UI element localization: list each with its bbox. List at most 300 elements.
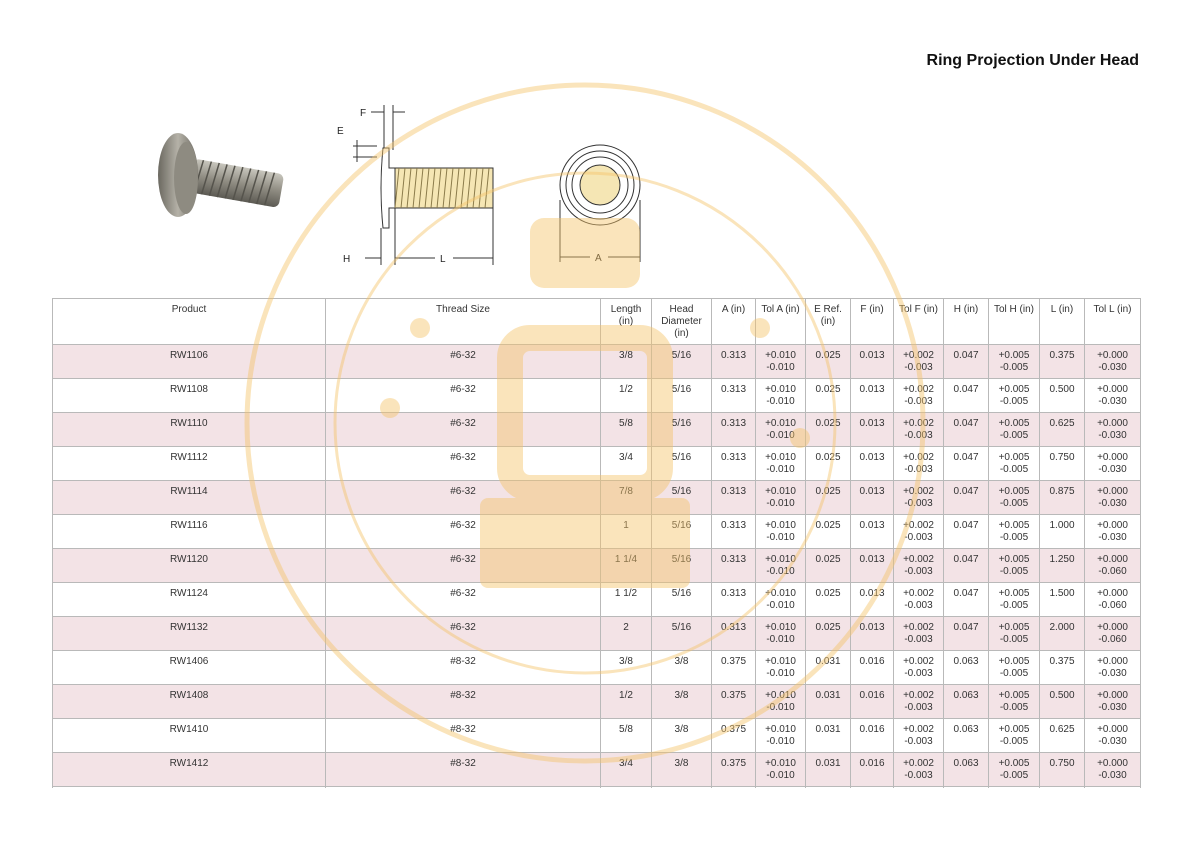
tolerance-cell [756,515,806,549]
table-cell: 0.025 [806,481,851,515]
tolerance-value: +0.000 [1097,588,1128,599]
column-header: E Ref. (in) [806,299,851,345]
tolerance-value: +0.002 [903,622,934,633]
tolerance-value: -0.030 [1098,362,1127,373]
column-header: Length (in) [601,299,652,345]
tolerance-cell [894,753,944,787]
column-header: Thread Size [326,299,601,345]
table-cell: 0.016 [851,685,894,719]
tolerance-value: +0.010 [765,520,796,531]
table-cell: 5/8 [601,413,652,447]
table-cell: #6-32 [326,345,601,379]
tolerance-value: -0.010 [766,430,795,441]
tolerance-value: -0.010 [766,396,795,407]
table-cell: 0.313 [712,345,756,379]
table-cell: 0.500 [1040,685,1085,719]
tolerance-value: +0.010 [765,724,796,735]
table-cell: 3/8 [601,345,652,379]
tolerance-value: -0.030 [1098,702,1127,713]
tolerance-value: +0.005 [998,724,1030,735]
tolerance-value: +0.002 [903,690,934,701]
table-cell: 0.750 [1040,447,1085,481]
table-cell-empty [894,787,944,789]
table-cell: 0.313 [712,617,756,651]
table-row [53,447,1141,481]
tolerance-value: -0.003 [904,566,933,577]
tolerance-value: +0.000 [1097,758,1128,769]
tolerance-value: -0.005 [999,668,1029,679]
tolerance-value: +0.005 [998,418,1030,429]
tolerance-value: +0.002 [903,384,934,395]
tolerance-value: +0.000 [1097,622,1128,633]
tolerance-value: +0.005 [998,384,1030,395]
tolerance-value: +0.010 [765,486,796,497]
column-header: H (in) [944,299,989,345]
table-cell: RW1106 [53,345,326,379]
table-cell: 7/8 [601,481,652,515]
table-cell: #8-32 [326,719,601,753]
table-cell: 5/16 [652,379,712,413]
tolerance-value: +0.000 [1097,418,1128,429]
table-cell: #6-32 [326,583,601,617]
table-cell: 0.025 [806,549,851,583]
table-cell: 5/16 [652,549,712,583]
tolerance-value: -0.005 [999,464,1029,475]
table-cell: RW1116 [53,515,326,549]
end-view-drawing [550,140,650,265]
table-cell: RW1410 [53,719,326,753]
tolerance-cell [989,753,1040,787]
tolerance-value: +0.010 [765,588,796,599]
screw-photo [150,130,290,225]
tolerance-value: +0.010 [765,418,796,429]
table-cell: RW1110 [53,413,326,447]
column-header: Product [53,299,326,345]
tolerance-value: -0.005 [999,600,1029,611]
tolerance-value: +0.002 [903,486,934,497]
table-cell: 5/16 [652,413,712,447]
tolerance-cell [1085,413,1141,447]
table-cell-empty [989,787,1040,789]
column-header: Tol L (in) [1085,299,1141,345]
tolerance-value: +0.002 [903,452,934,463]
tolerance-value: +0.005 [998,758,1030,769]
table-cell: #8-32 [326,753,601,787]
table-cell: 1.500 [1040,583,1085,617]
column-header: Tol H (in) [989,299,1040,345]
table-row [53,481,1141,515]
tolerance-value: +0.000 [1097,520,1128,531]
table-row [53,515,1141,549]
tolerance-value: +0.000 [1097,384,1128,395]
column-header: A (in) [712,299,756,345]
table-row [53,413,1141,447]
tolerance-value: -0.003 [904,498,933,509]
tolerance-cell [894,685,944,719]
table-cell: 3/8 [601,651,652,685]
tolerance-value: -0.003 [904,634,933,645]
tolerance-value: +0.005 [998,350,1030,361]
table-cell: 0.313 [712,379,756,413]
tolerance-value: -0.005 [999,396,1029,407]
side-view-drawing [335,100,505,270]
table-cell: 3/8 [652,719,712,753]
tolerance-cell [989,617,1040,651]
dim-label-e: E [337,126,344,137]
table-cell-empty [1040,787,1085,789]
tolerance-value: -0.030 [1098,736,1127,747]
tolerance-cell [989,413,1040,447]
tolerance-value: +0.010 [765,758,796,769]
table-cell: 1 [601,515,652,549]
table-cell: 0.031 [806,753,851,787]
tolerance-value: +0.002 [903,520,934,531]
table-cell: 0.375 [712,753,756,787]
table-cell: 0.047 [944,447,989,481]
table-row [53,617,1141,651]
table-cell: RW1412 [53,753,326,787]
tolerance-cell [1085,719,1141,753]
tolerance-value: -0.003 [904,702,933,713]
tolerance-cell [1085,549,1141,583]
tolerance-cell [989,515,1040,549]
tolerance-value: +0.010 [765,384,796,395]
tolerance-value: +0.000 [1097,690,1128,701]
spec-table [52,298,1141,788]
tolerance-cell [1085,515,1141,549]
tolerance-cell [989,549,1040,583]
tolerance-value: -0.005 [999,498,1029,509]
tolerance-value: +0.005 [998,486,1030,497]
column-header: F (in) [851,299,894,345]
tolerance-cell [756,583,806,617]
tolerance-cell [756,481,806,515]
table-cell-empty [806,787,851,789]
table-cell: 2.000 [1040,617,1085,651]
table-cell: 1.250 [1040,549,1085,583]
tolerance-cell [756,651,806,685]
tolerance-value: +0.005 [998,690,1030,701]
tolerance-cell [894,583,944,617]
tolerance-value: -0.030 [1098,770,1127,781]
tolerance-value: +0.002 [903,656,934,667]
table-row [53,583,1141,617]
table-cell: 2 [601,617,652,651]
tolerance-value: +0.010 [765,690,796,701]
tolerance-value: +0.005 [998,622,1030,633]
tolerance-cell [756,549,806,583]
table-cell: 0.013 [851,583,894,617]
table-cell-empty [712,787,756,789]
table-cell: 0.016 [851,719,894,753]
tolerance-value: +0.000 [1097,350,1128,361]
tolerance-value: +0.005 [998,452,1030,463]
table-cell: 1/2 [601,379,652,413]
tolerance-value: -0.010 [766,566,795,577]
tolerance-cell [894,549,944,583]
table-cell: RW1124 [53,583,326,617]
table-cell: 0.063 [944,685,989,719]
page-title: Ring Projection Under Head [926,52,1139,69]
tolerance-cell [756,345,806,379]
table-cell: 0.313 [712,549,756,583]
table-cell: 0.875 [1040,481,1085,515]
tolerance-value: -0.003 [904,464,933,475]
table-cell: RW1132 [53,617,326,651]
tolerance-value: +0.002 [903,554,934,565]
dim-label-h: H [343,254,351,265]
tolerance-value: +0.002 [903,588,934,599]
tolerance-value: +0.005 [998,588,1030,599]
table-cell: 0.625 [1040,719,1085,753]
tolerance-value: -0.010 [766,702,795,713]
table-cell: 5/16 [652,345,712,379]
table-row [53,685,1141,719]
tolerance-value: -0.005 [999,770,1029,781]
table-cell: 5/16 [652,515,712,549]
table-cell: 0.031 [806,651,851,685]
tolerance-value: +0.010 [765,622,796,633]
tolerance-cell [1085,447,1141,481]
table-cell-empty [53,787,326,789]
table-cell: 3/8 [652,753,712,787]
tolerance-value: -0.005 [999,702,1029,713]
table-cell: 0.025 [806,379,851,413]
tolerance-value: +0.010 [765,656,796,667]
table-cell: 0.025 [806,583,851,617]
table-cell: 0.016 [851,753,894,787]
tolerance-value: +0.000 [1097,656,1128,667]
table-cell: 0.025 [806,447,851,481]
tolerance-value: -0.005 [999,362,1029,373]
table-cell: 0.313 [712,447,756,481]
tolerance-cell [989,583,1040,617]
tolerance-cell [756,685,806,719]
table-cell: 0.047 [944,345,989,379]
table-cell: 0.016 [851,651,894,685]
tolerance-cell [1085,583,1141,617]
table-cell: 0.625 [1040,413,1085,447]
tolerance-cell [989,719,1040,753]
table-cell: 0.031 [806,719,851,753]
tolerance-value: +0.005 [998,554,1030,565]
tolerance-value: +0.000 [1097,554,1128,565]
tolerance-cell [756,413,806,447]
tolerance-cell [756,447,806,481]
table-cell: 0.375 [712,719,756,753]
tolerance-value: -0.003 [904,736,933,747]
table-cell: 0.025 [806,413,851,447]
table-cell: 0.013 [851,481,894,515]
table-cell: 0.375 [712,651,756,685]
tolerance-value: -0.010 [766,668,795,679]
table-cell: 1/2 [601,685,652,719]
table-cell: 0.313 [712,481,756,515]
table-cell: 0.031 [806,685,851,719]
tolerance-value: -0.005 [999,634,1029,645]
tolerance-cell [1085,345,1141,379]
column-header: Tol A (in) [756,299,806,345]
table-cell: RW1406 [53,651,326,685]
table-cell: #8-32 [326,651,601,685]
table-cell: RW1108 [53,379,326,413]
table-cell: 0.013 [851,617,894,651]
tolerance-cell [989,685,1040,719]
tolerance-value: -0.010 [766,532,795,543]
table-cell: #6-32 [326,413,601,447]
tolerance-value: -0.030 [1098,396,1127,407]
tolerance-cell [1085,617,1141,651]
tolerance-value: +0.002 [903,418,934,429]
table-cell-empty [851,787,894,789]
tolerance-cell [1085,753,1141,787]
tolerance-cell [894,515,944,549]
tolerance-cell [1085,379,1141,413]
table-row [53,345,1141,379]
tolerance-value: -0.005 [999,532,1029,543]
table-row [53,379,1141,413]
tolerance-value: +0.010 [765,350,796,361]
table-cell: 0.313 [712,515,756,549]
tolerance-value: +0.010 [765,452,796,463]
table-cell: 1.000 [1040,515,1085,549]
table-cell: 3/8 [652,651,712,685]
tolerance-value: +0.010 [765,554,796,565]
tolerance-cell [1085,685,1141,719]
tolerance-cell [989,447,1040,481]
tolerance-cell [756,753,806,787]
table-cell: RW1120 [53,549,326,583]
table-cell: 0.013 [851,413,894,447]
table-cell: 0.313 [712,413,756,447]
table-row [53,549,1141,583]
table-cell: 0.063 [944,651,989,685]
table-cell: 1 1/4 [601,549,652,583]
tolerance-value: -0.005 [999,736,1029,747]
table-cell: 5/16 [652,583,712,617]
table-cell: 0.047 [944,515,989,549]
tolerance-cell [894,651,944,685]
tolerance-value: -0.003 [904,362,933,373]
table-cell-empty [652,787,712,789]
table-row [53,753,1141,787]
table-row-cutoff [53,787,1141,789]
tolerance-cell [989,481,1040,515]
tolerance-value: +0.000 [1097,452,1128,463]
table-cell: #6-32 [326,447,601,481]
tolerance-value: -0.010 [766,464,795,475]
tolerance-cell [989,651,1040,685]
tolerance-cell [1085,651,1141,685]
table-cell: 0.013 [851,447,894,481]
tolerance-value: -0.005 [999,566,1029,577]
tolerance-value: +0.000 [1097,724,1128,735]
table-cell: 0.047 [944,481,989,515]
dim-label-a: A [595,253,602,264]
tolerance-value: +0.002 [903,724,934,735]
tolerance-value: -0.030 [1098,498,1127,509]
table-cell: 0.013 [851,515,894,549]
tolerance-value: +0.005 [998,656,1030,667]
table-cell: 0.500 [1040,379,1085,413]
table-cell: 0.047 [944,413,989,447]
table-cell: 3/4 [601,447,652,481]
tolerance-value: -0.030 [1098,464,1127,475]
tolerance-value: -0.003 [904,396,933,407]
tolerance-value: -0.005 [999,430,1029,441]
column-header: Head Diameter (in) [652,299,712,345]
tolerance-cell [756,719,806,753]
tolerance-cell [989,379,1040,413]
tolerance-cell [894,447,944,481]
table-cell: RW1114 [53,481,326,515]
table-row [53,719,1141,753]
tolerance-value: -0.010 [766,770,795,781]
table-cell: RW1112 [53,447,326,481]
tolerance-value: -0.003 [904,532,933,543]
tolerance-value: -0.030 [1098,532,1127,543]
table-cell: 0.375 [1040,651,1085,685]
tolerance-value: -0.003 [904,668,933,679]
table-cell: 0.047 [944,617,989,651]
tolerance-cell [894,719,944,753]
table-cell: #6-32 [326,549,601,583]
table-cell: RW1408 [53,685,326,719]
table-cell: 0.013 [851,379,894,413]
table-cell: 5/8 [601,719,652,753]
table-cell: #6-32 [326,379,601,413]
tolerance-cell [756,617,806,651]
tolerance-cell [894,413,944,447]
table-cell: 1 1/2 [601,583,652,617]
table-cell: #8-32 [326,685,601,719]
tolerance-value: +0.002 [903,350,934,361]
table-row [53,651,1141,685]
tolerance-cell [989,345,1040,379]
tolerance-cell [894,379,944,413]
table-cell: 0.063 [944,753,989,787]
tolerance-cell [894,345,944,379]
tolerance-cell [894,481,944,515]
table-header-row [53,299,1141,345]
table-cell: 0.013 [851,345,894,379]
dim-label-l: L [440,254,446,265]
tolerance-value: -0.030 [1098,430,1127,441]
table-cell: 5/16 [652,481,712,515]
table-cell-empty [756,787,806,789]
table-cell: 0.025 [806,345,851,379]
dim-label-f: F [360,108,367,119]
table-cell-empty [944,787,989,789]
table-cell-empty [1085,787,1141,789]
table-cell: 5/16 [652,617,712,651]
table-cell: #6-32 [326,481,601,515]
tolerance-cell [1085,481,1141,515]
tolerance-value: -0.060 [1098,566,1127,577]
tolerance-value: -0.010 [766,736,795,747]
table-cell: 3/4 [601,753,652,787]
tolerance-value: -0.010 [766,362,795,373]
tolerance-value: -0.060 [1098,634,1127,645]
table-cell: 0.313 [712,583,756,617]
column-header: L (in) [1040,299,1085,345]
tolerance-value: +0.000 [1097,486,1128,497]
tolerance-value: -0.010 [766,600,795,611]
table-cell: 0.047 [944,379,989,413]
table-cell-empty [326,787,601,789]
tolerance-cell [894,617,944,651]
tolerance-value: -0.060 [1098,600,1127,611]
